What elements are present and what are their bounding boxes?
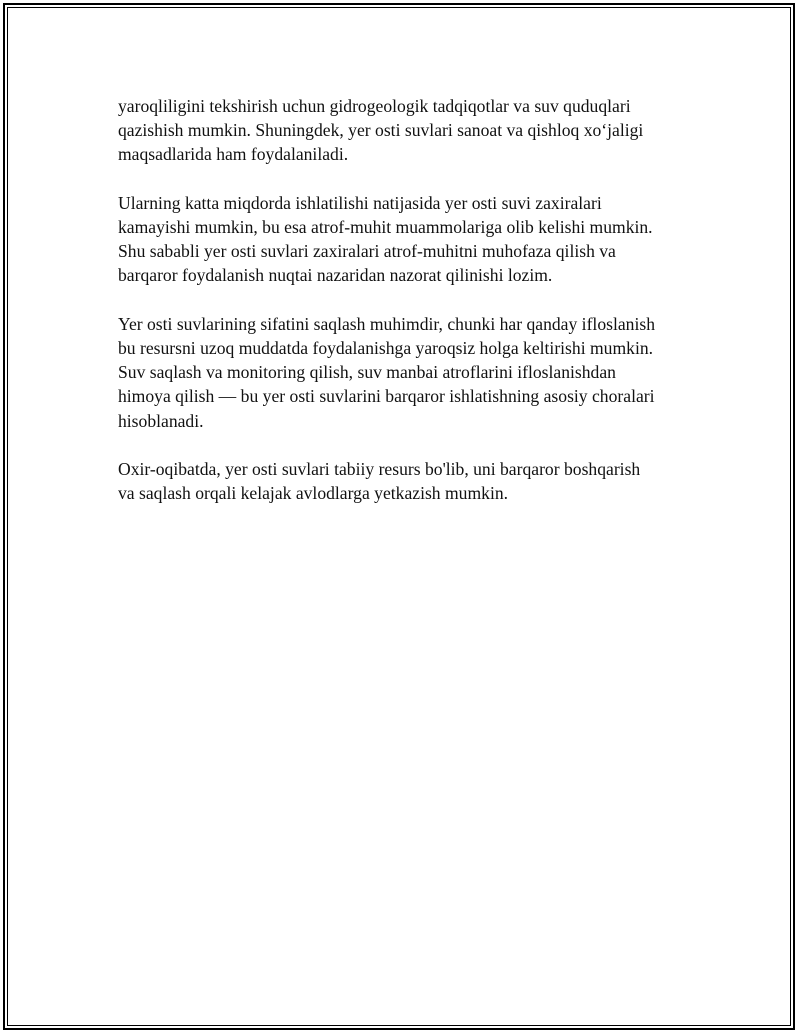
text-line: Oxir-oqibatda, yer osti suvlari tabiiy resurs bo'lib, uni barqaror boshqarish: [118, 459, 641, 479]
text-line: bu resursni uzoq muddatda foydalanishga yaroqsiz holga keltirishi mumkin.: [118, 338, 654, 358]
text-line: qazishish mumkin. Shuningdek, yer osti suvlari sanoat va qishloq xo‘jaligi: [118, 120, 644, 141]
text-line: Shu sababli yer osti suvlari zaxiralari atrof-muhitni muhofaza qilish va: [118, 241, 616, 262]
paragraph-1: [118, 94, 698, 167]
text-line: yaroqliligini tekshirish uchun gidrogeologik tadqiqotlar va suv quduqlari: [118, 96, 631, 116]
document-body: [118, 94, 698, 530]
text-line: Suv saqlash va monitoring qilish, suv manbai atroflarini ifloslanishdan: [118, 362, 616, 383]
text-line: Ularning katta miqdorda ishlatilishi natijasida yer osti suvi zaxiralari: [118, 192, 602, 213]
paragraph-3: [118, 312, 698, 433]
text-line: himoya qilish — bu yer osti suvlarini barqaror ishlatishning asosiy choralari: [118, 386, 655, 407]
text-line: kamayishi mumkin, bu esa atrof-muhit muammolariga olib kelishi mumkin.: [118, 217, 653, 237]
text-line: hisoblanadi.: [118, 410, 204, 431]
paragraph-4: [118, 457, 698, 505]
text-line: barqaror foydalanish nuqtai nazaridan nazorat qilinishi lozim.: [118, 265, 553, 286]
text-line: Yer osti suvlarining sifatini saqlash muhimdir, chunki har qanday ifloslanish: [118, 313, 655, 334]
paragraph-2: [118, 191, 698, 288]
text-line: va saqlash orqali kelajak avlodlarga yetkazish mumkin.: [118, 483, 509, 504]
text-line: maqsadlarida ham foydalaniladi.: [118, 144, 349, 165]
